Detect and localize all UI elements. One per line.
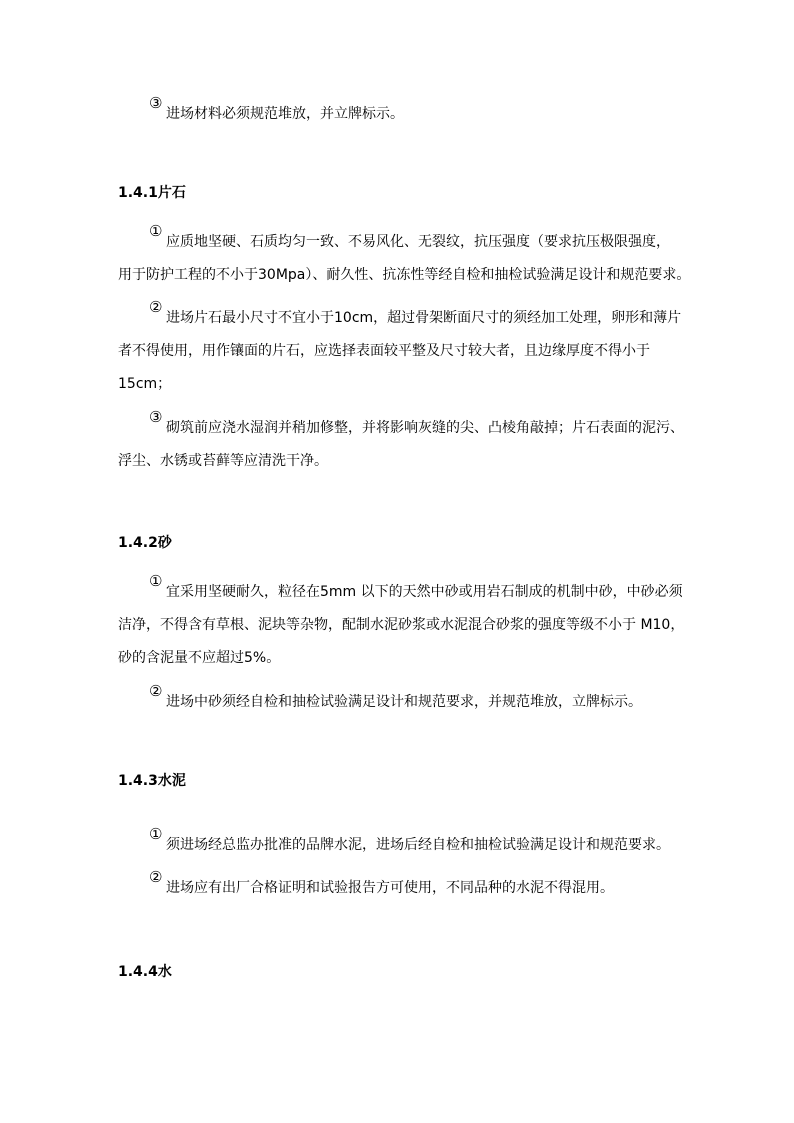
paragraph-line: 洁净，不得含有草根、泥块等杂物，配制水泥砂浆或水泥混合砂浆的强度等级不小于 M10， (118, 617, 685, 633)
paragraph-line: 砌筑前应浇水湿润并稍加修整，并将影响灰缝的尖、凸棱角敲掉；片石表面的泥污、 (166, 420, 684, 436)
paragraph-line: 用于防护工程的不小于30Mpa）、耐久性、抗冻性等经自检和抽检试验满足设计和规范要求。 (118, 267, 691, 283)
item-marker: ① (149, 825, 163, 843)
item-marker: ① (149, 572, 163, 590)
paragraph-line: 进场片石最小尺寸不宜小于10cm，超过骨架断面尺寸的须经加工处理，卵形和薄片 (166, 310, 682, 326)
item-marker: ② (149, 682, 163, 700)
section-heading: 1.4.1片石 (118, 185, 186, 201)
item-marker: ② (149, 298, 163, 316)
item-marker: ③ (149, 408, 163, 426)
paragraph-line: 进场应有出厂合格证明和试验报告方可使用，不同品种的水泥不得混用。 (166, 880, 614, 896)
section-heading: 1.4.4水 (118, 964, 172, 980)
section-heading: 1.4.3水泥 (118, 773, 186, 789)
paragraph-line: 者不得使用，用作镶面的片石，应选择表面较平整及尺寸较大者，且边缘厚度不得小于 (118, 343, 650, 359)
paragraph-line: 浮尘、水锈或苔藓等应清洗干净。 (118, 453, 328, 469)
paragraph-line: 须进场经总监办批准的品牌水泥，进场后经自检和抽检试验满足设计和规范要求。 (166, 837, 670, 853)
paragraph-line: 应质地坚硬、石质均匀一致、不易风化、无裂纹，抗压强度（要求抗压极限强度， (166, 234, 670, 250)
item-marker: ③ (149, 94, 163, 112)
paragraph-line: 进场中砂须经自检和抽检试验满足设计和规范要求，并规范堆放，立牌标示。 (166, 694, 642, 710)
section-heading: 1.4.2砂 (118, 535, 172, 551)
paragraph-line: 砂的含泥量不应超过5%。 (118, 650, 281, 666)
item-marker: ① (149, 222, 163, 240)
paragraph-line: 进场材料必须规范堆放，并立牌标示。 (166, 106, 404, 122)
paragraph-line: 宜采用坚硬耐久，粒径在5mm 以下的天然中砂或用岩石制成的机制中砂，中砂必须 (166, 584, 683, 600)
paragraph-line: 15cm； (118, 376, 172, 392)
item-marker: ② (149, 868, 163, 886)
